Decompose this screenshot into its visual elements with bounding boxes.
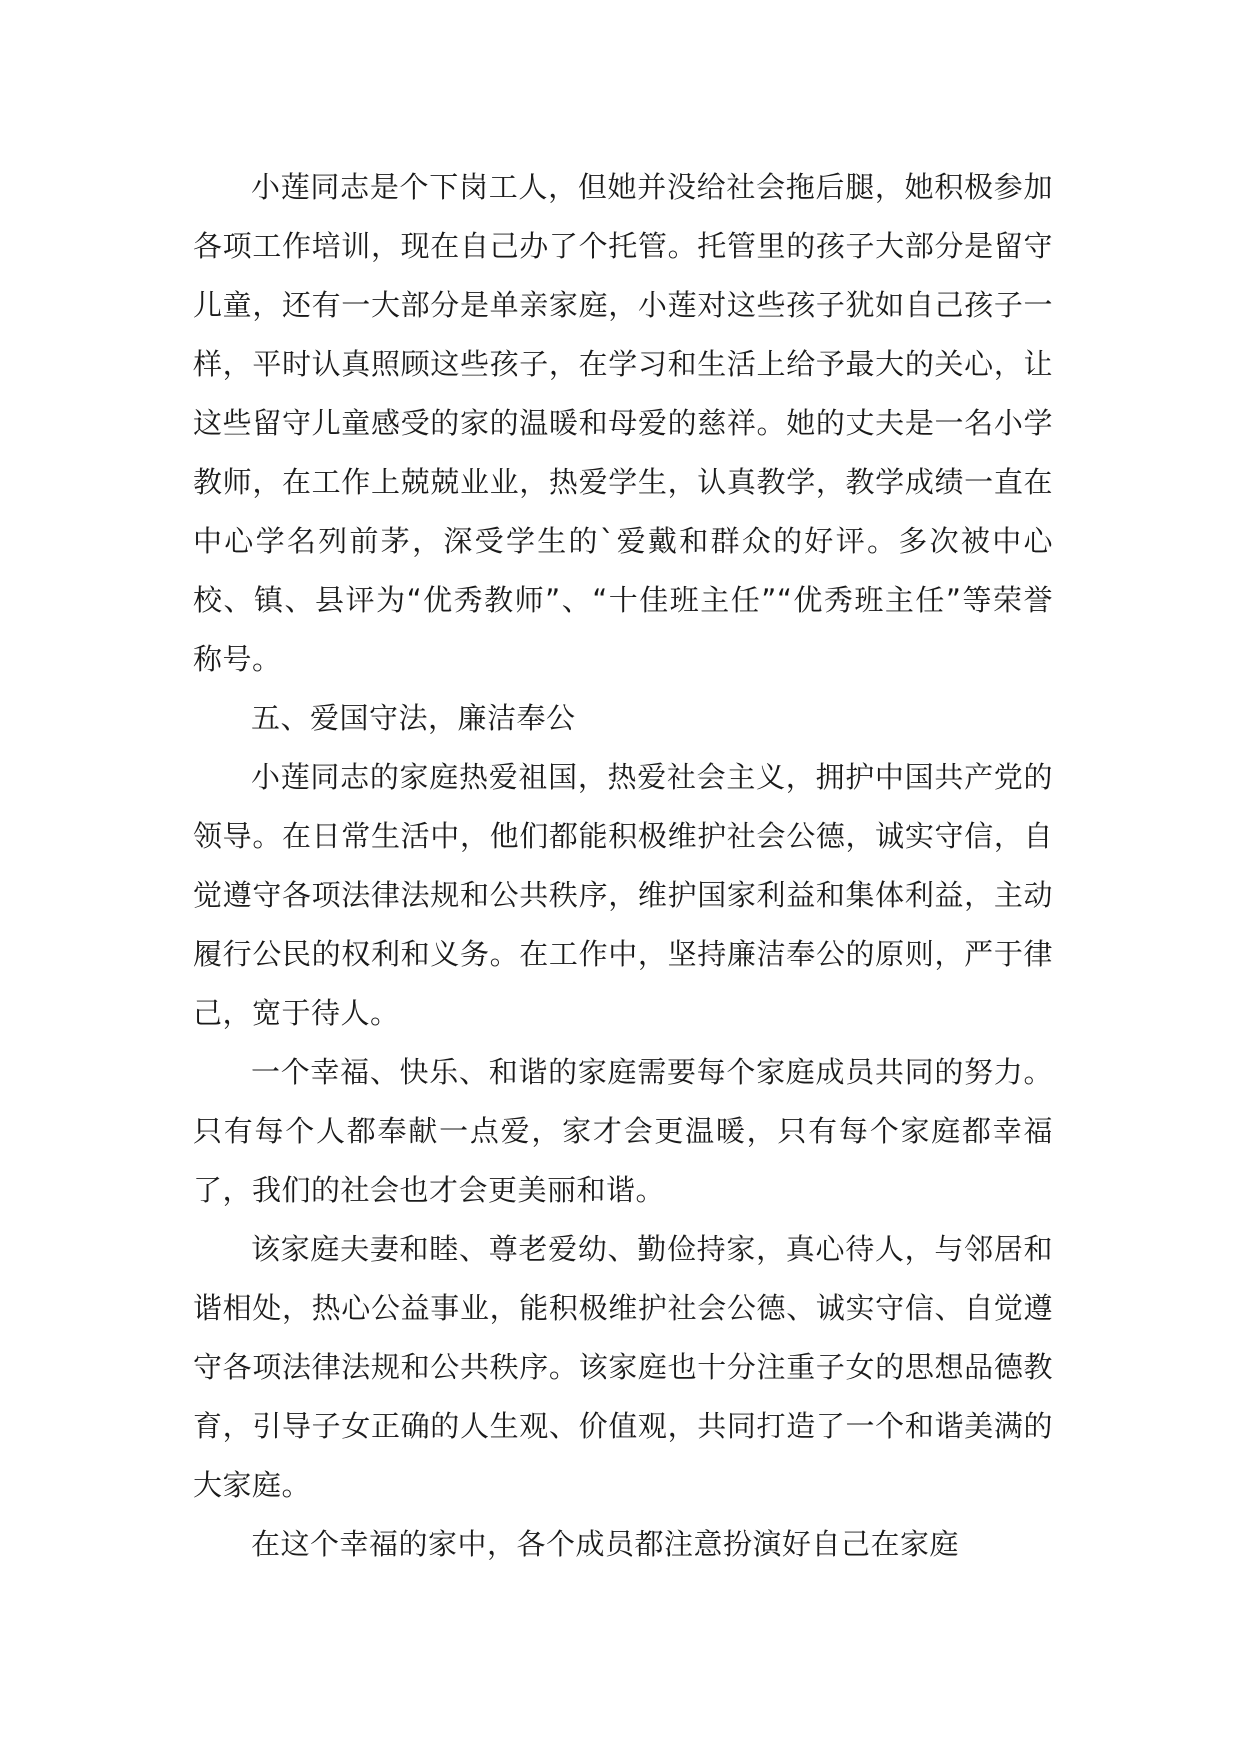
section-heading-aiguo: 五、爱国守法，廉洁奉公 [251,701,576,735]
paragraph-aiguo: 小莲同志的家庭热爱祖国，热爱社会主义，拥护中国共产党的领导。在日常生活中，他们都能积极维护社会公德，诚实守信，自觉遵守各项法律法规和公共秩序，维护国家利益和集体利益，主动履行公民的权利和义务。在工作中，坚持廉洁奉公的原则，严于律己，宽于待人。 [193,760,1053,1030]
paragraph-tuoguan: 小莲同志是个下岗工人，但她并没给社会拖后腿，她积极参加各项工作培训，现在自己办了个托管。托管里的孩子大部分是留守儿童，还有一大部分是单亲家庭，小莲对这些孩子犹如自己孩子一样，平时认真照顾这些孩子，在学习和生活上给予最大的关心，让这些留守儿童感受的家的温暖和母爱的慈祥。她的丈夫是一名小学教师，在工作上兢兢业业，热爱学生，认真教学，教学成绩一直在中心学名列前茅，深受学生的`爱戴和群众的好评。多次被中心校、镇、县评为“优秀教师”、“十佳班主任”“优秀班主任”等荣誉称号。 [193,170,1053,676]
paragraph-jiating: 在这个幸福的家中，各个成员都注意扮演好自己在家庭 [251,1527,960,1561]
paragraph-xingfu: 一个幸福、快乐、和谐的家庭需要每个家庭成员共同的努力。只有每个人都奉献一点爱，家才会更温暖，只有每个家庭都幸福了，我们的社会也才会更美丽和谐。 [193,1055,1053,1207]
paragraph-hemu: 该家庭夫妻和睦、尊老爱幼、勤俭持家，真心待人，与邻居和谐相处，热心公益事业，能积极维护社会公德、诚实守信、自觉遵守各项法律法规和公共秩序。该家庭也十分注重子女的思想品德教育，引导子女正确的人生观、价值观，共同打造了一个和谐美满的大家庭。 [193,1232,1053,1502]
document-body [193,158,1053,1574]
